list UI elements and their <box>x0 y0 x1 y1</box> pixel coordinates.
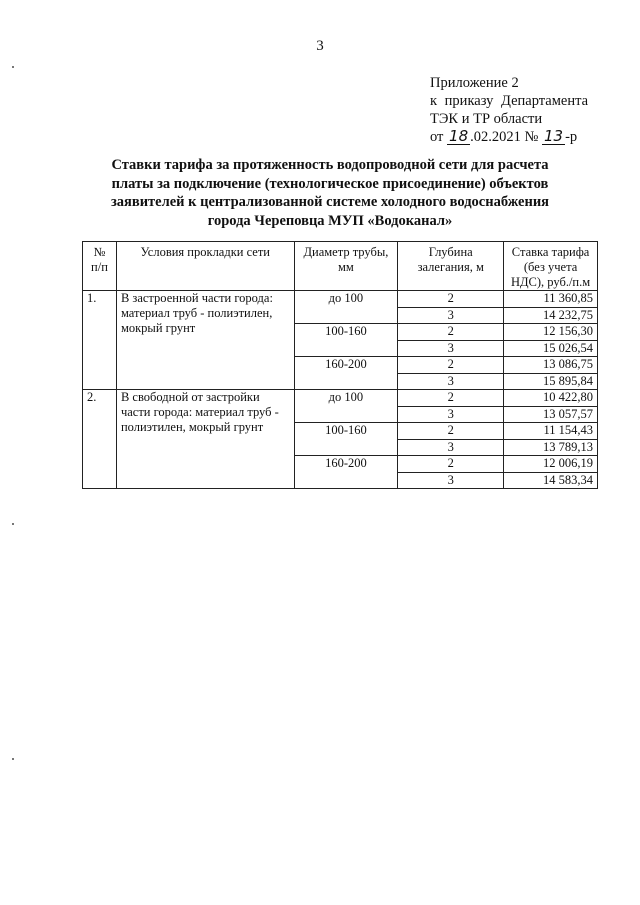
annex-department: ТЭК и ТР области <box>430 111 543 127</box>
tariff-table <box>82 241 598 489</box>
header-diameter: Диаметр трубы, мм <box>294 242 398 291</box>
pipe-diameter: 160-200 <box>294 357 398 390</box>
tariff-rate: 13 789,13 <box>504 439 598 456</box>
laying-depth: 2 <box>398 390 504 407</box>
tariff-table-body <box>83 291 598 489</box>
laying-conditions: В свободной от застройки части города: материал труб - полиэтилен, мокрый грунт <box>116 390 294 489</box>
tariff-rate: 15 026,54 <box>504 340 598 357</box>
scan-margin-mark <box>12 758 14 760</box>
laying-depth: 2 <box>398 324 504 341</box>
row-number: 2. <box>83 390 117 489</box>
order-suffix: -р <box>565 129 578 145</box>
tariff-rate: 11 360,85 <box>504 291 598 308</box>
annex-title: Приложение 2 <box>430 75 519 91</box>
pipe-diameter: до 100 <box>294 291 398 324</box>
tariff-rate: 12 156,30 <box>504 324 598 341</box>
laying-depth: 2 <box>398 423 504 440</box>
document-title: Ставки тарифа за протяженность водопроводной сети для расчета платы за подключение (технологическое присоединение) объектов заявителей к централизованной системе холодного водоснабжения города Череповца МУП «Водоканал» <box>110 157 550 229</box>
tariff-rate: 10 422,80 <box>504 390 598 407</box>
table-row <box>83 291 598 308</box>
laying-depth: 2 <box>398 456 504 473</box>
laying-conditions: В застроенной части города: материал труб - полиэтилен, мокрый грунт <box>116 291 294 390</box>
row-number: 1. <box>83 291 117 390</box>
scan-margin-mark <box>12 66 14 68</box>
scan-margin-mark <box>12 523 14 525</box>
tariff-rate: 11 154,43 <box>504 423 598 440</box>
handwritten-day: 18 <box>449 127 469 145</box>
header-depth: Глубина залегания, м <box>398 242 504 291</box>
tariff-rate: 13 086,75 <box>504 357 598 374</box>
pipe-diameter: 160-200 <box>294 456 398 489</box>
pipe-diameter: 100-160 <box>294 423 398 456</box>
annex-header <box>430 74 588 146</box>
pipe-diameter: до 100 <box>294 390 398 423</box>
page-number: 3 <box>316 38 324 54</box>
header-rate: Ставка тарифа (без учета НДС), руб./п.м <box>504 242 598 291</box>
annex-order-reference: к приказу Департамента <box>430 93 589 109</box>
laying-depth: 3 <box>398 373 504 390</box>
laying-depth: 3 <box>398 406 504 423</box>
table-header-row <box>83 242 598 291</box>
date-prefix: от <box>430 129 444 145</box>
header-num: № п/п <box>83 242 117 291</box>
date-rest: .02.2021 № <box>470 129 539 145</box>
tariff-rate: 13 057,57 <box>504 406 598 423</box>
tariff-rate: 12 006,19 <box>504 456 598 473</box>
header-conditions: Условия прокладки сети <box>116 242 294 291</box>
laying-depth: 3 <box>398 340 504 357</box>
tariff-rate: 14 583,34 <box>504 472 598 489</box>
annex-date-line <box>430 128 588 146</box>
pipe-diameter: 100-160 <box>294 324 398 357</box>
laying-depth: 2 <box>398 357 504 374</box>
table-row <box>83 390 598 407</box>
tariff-rate: 15 895,84 <box>504 373 598 390</box>
laying-depth: 2 <box>398 291 504 308</box>
tariff-rate: 14 232,75 <box>504 307 598 324</box>
laying-depth: 3 <box>398 439 504 456</box>
laying-depth: 3 <box>398 307 504 324</box>
handwritten-order-number: 13 <box>543 127 564 145</box>
laying-depth: 3 <box>398 472 504 489</box>
